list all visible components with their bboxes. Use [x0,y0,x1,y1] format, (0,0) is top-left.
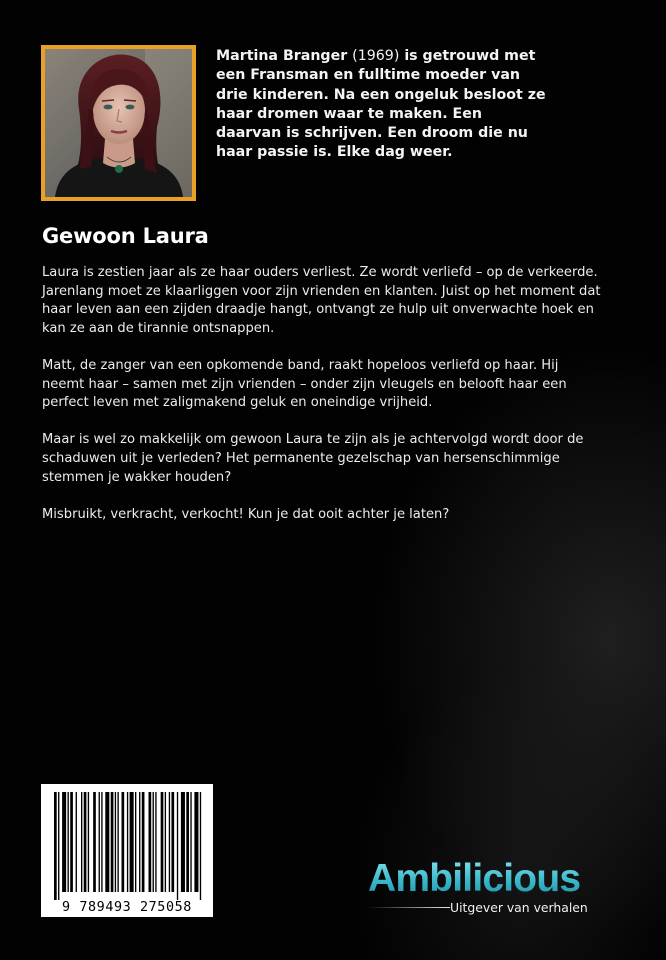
barcode-bar [200,792,201,900]
barcode-bar [171,792,174,892]
barcode-bar [88,792,89,892]
isbn-barcode [41,784,213,917]
publisher-tagline: Uitgever van verhalen [450,900,588,915]
isbn-number: 9 789493 275058 [62,900,192,915]
barcode-bar [135,792,136,892]
barcode-bar [117,792,118,892]
barcode-bar [76,792,77,892]
barcode-bar [169,792,170,892]
barcode-bar [165,792,166,892]
tagline-rule [368,907,450,908]
barcode-bar [139,792,140,892]
barcode-bar [153,792,154,892]
barcode-bar [181,792,185,892]
author-name: Martina Branger [216,48,348,64]
barcode-bar [101,792,102,892]
barcode-bar [127,792,128,892]
barcode-bar [54,792,57,900]
barcode-bar [105,792,109,892]
barcode-bar [142,792,145,892]
publisher-logo [368,856,608,918]
barcode-bar [68,792,69,892]
barcode-bar [58,792,59,900]
barcode-bar [81,792,82,892]
barcode-bar [190,792,191,892]
barcode-bar [99,792,100,892]
barcode-bar [155,792,156,892]
barcode-bar [62,792,66,892]
blurb-paragraph: Misbruikt, verkracht, verkocht! Kun je dat ooit achter je laten? [42,506,450,522]
barcode-bar [186,792,189,892]
barcode-bar [93,792,96,892]
barcode-bar [111,792,114,892]
barcode-bar [194,792,198,892]
book-title: Gewoon Laura [42,224,209,248]
barcode-bar [161,792,164,892]
author-photo [45,49,192,197]
publisher-name: Ambilicious [368,857,581,900]
author-birth-year: (1969) [352,48,400,64]
barcode-bar [130,792,134,892]
barcode-bar [149,792,152,892]
blurb-paragraph: Maar is wel zo makkelijk om gewoon Laura te zijn als je achtervolgd wordt door de schaduwen uit je verleden? Het permanente gezelschap van hersenschimmige stemmen je wakker houden? [42,432,584,485]
barcode-bar [122,792,125,892]
barcode-bar [115,792,116,892]
barcode-bars [41,784,213,917]
author-bio [216,47,546,163]
barcode-bar [177,792,178,900]
book-blurb [42,264,602,543]
author-bio-text: is getrouwd met een Fransman en fulltime moeder van drie kinderen. Na een ongeluk besloot ze haar dromen waar te maken. Een daarvan is schrijven. Een droom die nu haar passie is. Elke dag weer. [216,48,546,161]
author-photo-frame [41,45,196,201]
blurb-paragraph: Laura is zestien jaar als ze haar ouders verliest. Ze wordt verliefd – op de verkeerde. Jarenlang moet ze klaarliggen voor zijn vrienden en klanten. Juist op het moment dat haar leven aan een zijden draadje hangt, ontvangt ze hulp uit onverwachte hoek en kan ze aan de tirannie ontsnappen. [42,265,601,336]
barcode-bar [84,792,87,892]
barcode-bar [70,792,73,892]
blurb-paragraph: Matt, de zanger van een opkomende band, raakt hopeloos verliefd op haar. Hij neemt haar – samen met zijn vrienden – onder zijn vleugels en belooft haar een perfect leven met zaligmakend geluk en oneindige vrijheid. [42,357,567,411]
